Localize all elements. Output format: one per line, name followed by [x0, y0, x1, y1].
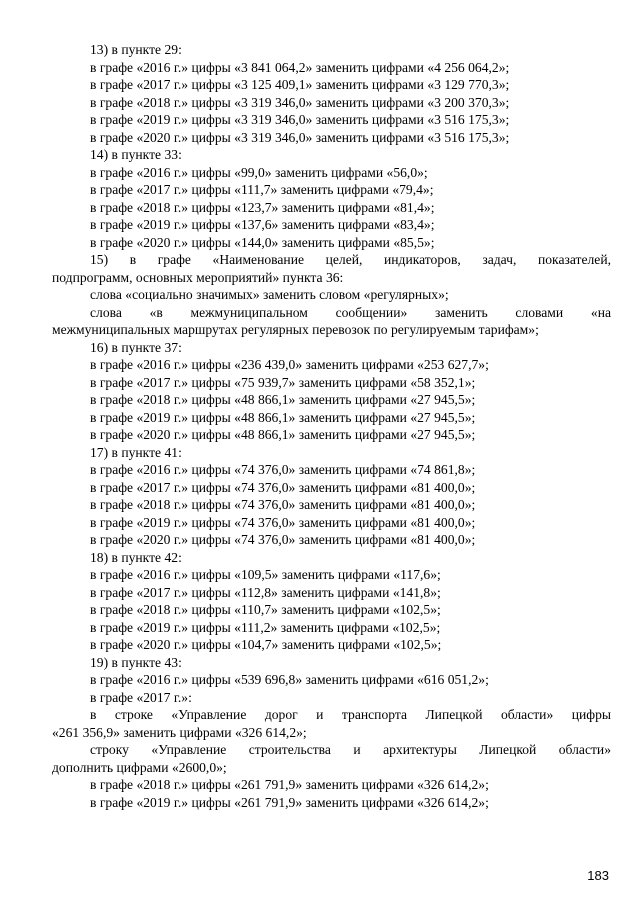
text-line: 19) в пункте 43:	[90, 654, 182, 670]
text-line: в графе «2016 г.» цифры «3 841 064,2» заменить цифрами «4 256 064,2»;	[90, 59, 510, 75]
text-line: в графе «2018 г.» цифры «48 866,1» заменить цифрами «27 945,5»;	[90, 392, 476, 407]
text-line: в графе «2019 г.» цифры «111,2» заменить цифрами «102,5»;	[90, 619, 441, 635]
text-line: в графе «2018 г.» цифры «123,7» заменить цифрами «81,4»;	[90, 199, 435, 215]
text-line: в графе «2020 г.» цифры «74 376,0» заменить цифрами «81 400,0»;	[90, 532, 476, 547]
text-line: в графе «2018 г.» цифры «74 376,0» заменить цифрами «81 400,0»;	[90, 497, 476, 512]
text-line: в графе «2020 г.» цифры «104,7» заменить цифрами «102,5»;	[90, 637, 442, 652]
text-line: в строке «Управление дорог и транспорта Липецкой области» цифры	[90, 707, 611, 722]
text-line: в графе «2018 г.» цифры «3 319 346,0» заменить цифрами «3 200 370,3»;	[90, 94, 510, 110]
text-line: в графе «2017 г.» цифры «75 939,7» заменить цифрами «58 352,1»;	[90, 374, 476, 390]
text-line: в графе «2016 г.» цифры «74 376,0» заменить цифрами «74 861,8»;	[90, 462, 476, 477]
text-line: в графе «2017 г.» цифры «74 376,0» заменить цифрами «81 400,0»;	[90, 479, 476, 495]
text-line: 15) в графе «Наименование целей, индикаторов, задач, показателей,	[90, 252, 611, 267]
text-line: межмуниципальных маршрутах регулярных перевозок по регулируемым тарифам»;	[52, 322, 539, 337]
text-line: 18) в пункте 42:	[90, 549, 182, 565]
text-line: в графе «2017 г.» цифры «112,8» заменить цифрами «141,8»;	[90, 584, 441, 600]
text-line: в графе «2018 г.» цифры «110,7» заменить цифрами «102,5»;	[90, 602, 441, 617]
text-line: в графе «2016 г.» цифры «99,0» заменить цифрами «56,0»;	[90, 164, 428, 180]
text-line: в графе «2016 г.» цифры «539 696,8» заменить цифрами «616 051,2»;	[90, 672, 489, 687]
text-line: 14) в пункте 33:	[90, 147, 182, 162]
text-line: в графе «2019 г.» цифры «74 376,0» заменить цифрами «81 400,0»;	[90, 514, 476, 530]
text-line: 17) в пункте 41:	[90, 444, 182, 460]
text-line: в графе «2017 г.» цифры «3 125 409,1» заменить цифрами «3 129 770,3»;	[90, 77, 510, 92]
text-line: 16) в пункте 37:	[90, 339, 182, 355]
text-line: подпрограмм, основных мероприятий» пункта 36:	[52, 269, 344, 285]
text-line: в графе «2019 г.» цифры «137,6» заменить цифрами «83,4»;	[90, 217, 435, 232]
text-line: 13) в пункте 29:	[90, 42, 182, 57]
text-line: строку «Управление строительства и архитектуры Липецкой области»	[90, 742, 611, 757]
text-line: в графе «2020 г.» цифры «48 866,1» заменить цифрами «27 945,5»;	[90, 427, 476, 442]
text-line: в графе «2019 г.» цифры «261 791,9» заменить цифрами «326 614,2»;	[90, 794, 489, 810]
page-number: 183	[587, 868, 609, 883]
text-line: в графе «2020 г.» цифры «144,0» заменить цифрами «85,5»;	[90, 234, 435, 250]
text-line: «261 356,9» заменить цифрами «326 614,2»;	[52, 724, 307, 740]
text-line: в графе «2016 г.» цифры «236 439,0» заменить цифрами «253 627,7»;	[90, 357, 489, 372]
text-line: в графе «2020 г.» цифры «3 319 346,0» заменить цифрами «3 516 175,3»;	[90, 129, 510, 145]
document-body	[52, 41, 611, 811]
text-line: в графе «2018 г.» цифры «261 791,9» заменить цифрами «326 614,2»;	[90, 777, 489, 792]
text-line: слова «социально значимых» заменить словом «регулярных»;	[90, 287, 449, 302]
text-line: в графе «2017 г.» цифры «111,7» заменить цифрами «79,4»;	[90, 182, 434, 197]
text-line: в графе «2017 г.»:	[90, 689, 192, 705]
text-line: в графе «2016 г.» цифры «109,5» заменить цифрами «117,6»;	[90, 567, 441, 582]
text-line: дополнить цифрами «2600,0»;	[52, 759, 227, 775]
text-line: слова «в межмуниципальном сообщении» заменить словами «на	[90, 304, 611, 320]
text-line: в графе «2019 г.» цифры «3 319 346,0» заменить цифрами «3 516 175,3»;	[90, 112, 510, 127]
text-line: в графе «2019 г.» цифры «48 866,1» заменить цифрами «27 945,5»;	[90, 409, 476, 425]
